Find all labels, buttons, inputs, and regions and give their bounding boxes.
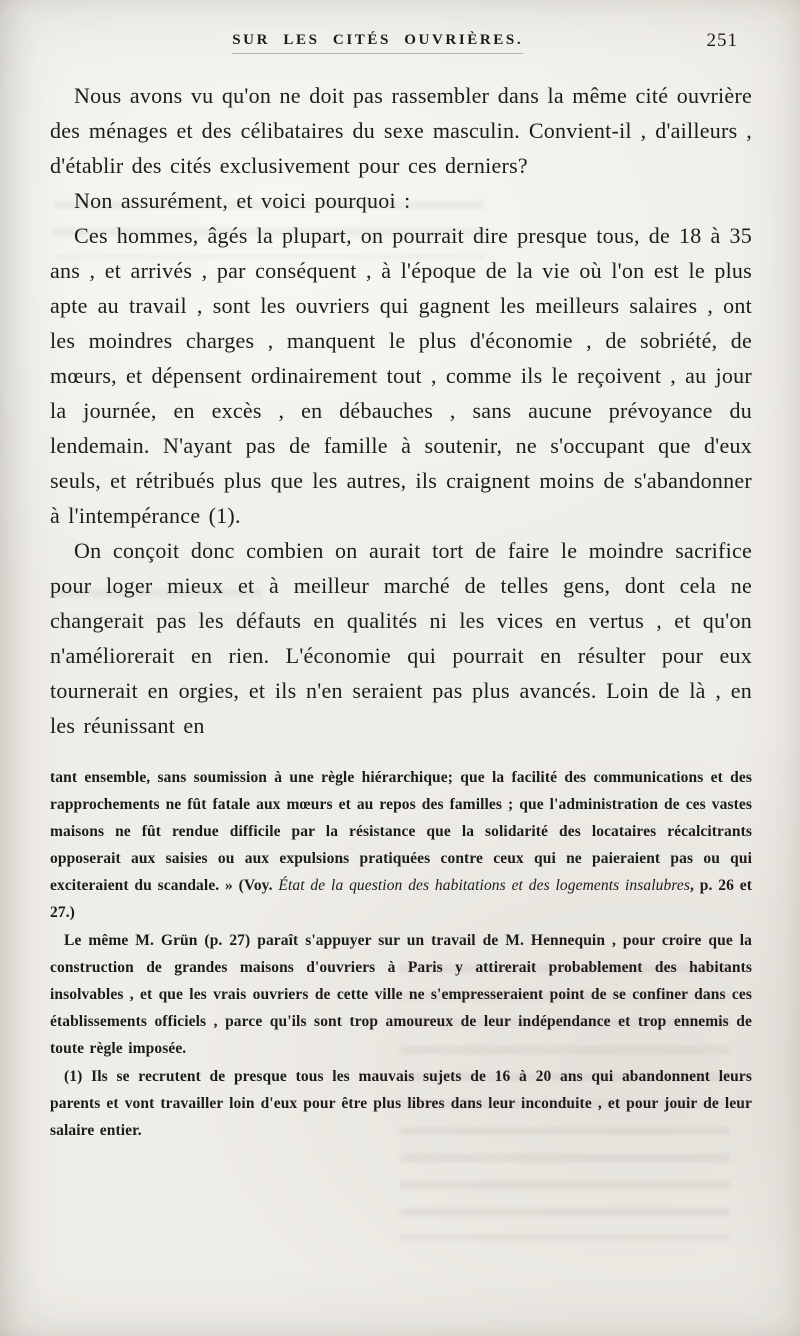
page-number: 251: [706, 30, 738, 51]
paragraph-1: Nous avons vu qu'on ne doit pas rassembler dans la même cité ouvrière des ménages et des célibataires du sexe masculin. Convient-il , d'ailleurs , d'établir des cités exclusivement pour ces derniers?: [50, 83, 752, 178]
running-title: SUR LES CITÉS OUVRIÈRES.: [232, 32, 523, 54]
footnote-continuation-tail: , p. 26 et 27.): [50, 877, 752, 921]
paragraph-3: Ces hommes, âgés la plupart, on pourrait dire presque tous, de 18 à 35 ans , et arrivés , par conséquent , à l'époque de la vie où l'on est le plus apte au travail , sont les ouvriers qui gagnent les meilleurs salaires , ont les moindres charges , manquent le plus d'économie , de sobriété, de mœurs, et dépensent ordinairement tout , comme ils le reçoivent , au jour la journée, en excès , en débauches , sans aucune prévoyance du lendemain. N'ayant pas de famille à soutenir, ne s'occupant que d'eux seuls, et rétribués plus que les autres, ils craignent moins de s'abandonner à l'intempérance (1).: [50, 223, 752, 528]
paragraph-4: On conçoit donc combien on aurait tort de faire le moindre sacrifice pour loger mieux et à meilleur marché de telles gens, dont cela ne changerait pas les défauts en qualités ni les vices en vertus , et qu'on n'améliorerait en rien. L'économie qui pourrait en résulter pour eux tournerait en orgies, et ils n'en seraient pas plus avancés. Loin de là , en les réunissant en: [50, 538, 752, 738]
running-head: [50, 30, 752, 64]
main-text: [50, 78, 752, 743]
footnotes-section: [50, 764, 752, 1144]
footnote-continuation-text: tant ensemble, sans soumission à une règle hiérarchique; que la facilité des communications et des rapprochements ne fût fatale aux mœurs et au repos des familles ; que l'administration de ces vastes maisons ne fût rendue difficile par la résistance que la solidarité des locataires récalcitrants opposerait aux saisies ou aux expulsions pratiquées contre ceux qui ne paieraient pas ou qui exciteraient du scandale. » (Voy.: [50, 769, 752, 894]
paragraph-2: Non assurément, et voici pourquoi :: [74, 188, 411, 213]
footnote-cited-work-title: État de la question des habitations et des logements insalubres: [278, 877, 691, 894]
footnote-grun: Le même M. Grün (p. 27) paraît s'appuyer sur un travail de M. Hennequin , pour croire que la construction de grandes maisons d'ouvriers à Paris y attirerait probablement des habitants insolvables , et que les vrais ouvriers de cette ville ne s'empresseraient point de se confiner dans ces établissements officiels , parce qu'ils sont trop amoureux de leur indépendance et trop ennemis de toute règle imposée.: [50, 932, 752, 1057]
footnote-continuation: [50, 764, 752, 926]
footnote-1: (1) Ils se recrutent de presque tous les mauvais sujets de 16 à 20 ans qui abandonnent leurs parents et vont travailler loin d'eux pour être plus libres dans leur inconduite , et pour jouir de leur salaire entier.: [50, 1068, 752, 1139]
